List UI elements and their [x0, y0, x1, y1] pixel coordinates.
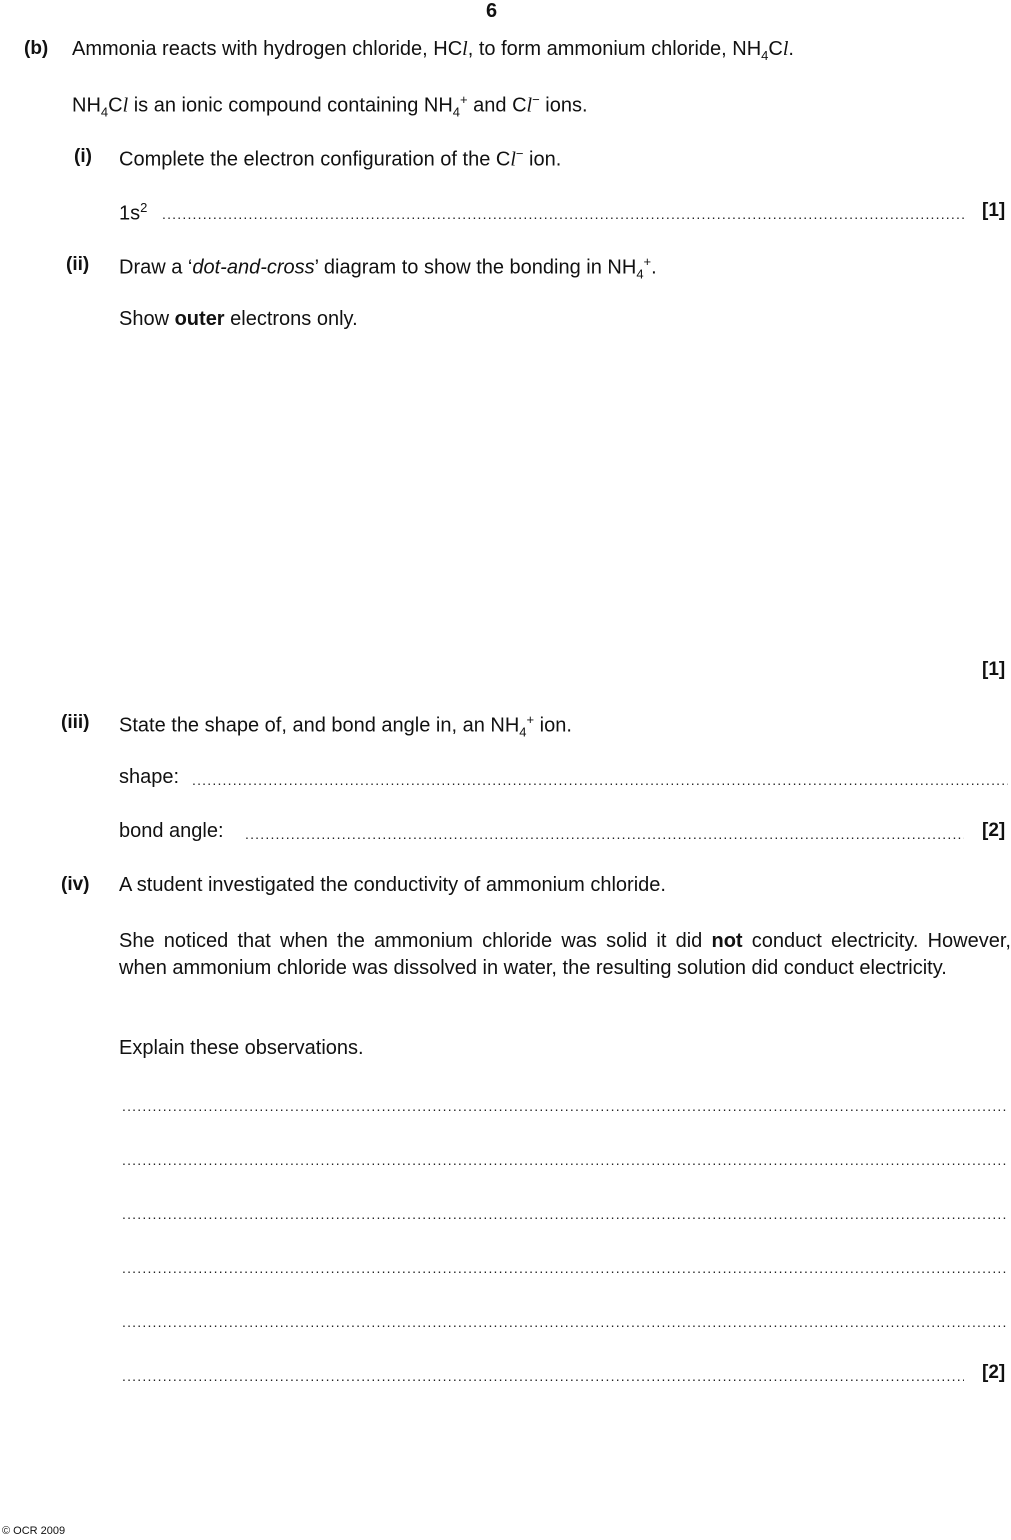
answer-line-4[interactable] [122, 1258, 1008, 1278]
part-i-label: (i) [74, 146, 92, 167]
part-b-label: (b) [24, 38, 49, 59]
shape-label: shape: [119, 766, 180, 788]
page-number: 6 [486, 0, 498, 22]
answer-line-2[interactable] [122, 1150, 1008, 1170]
part-iv-question: A student investigated the conductivity of ammonium chloride. [119, 874, 666, 896]
part-i-mark: [1] [982, 200, 1006, 221]
answer-line-5[interactable] [122, 1312, 1008, 1332]
answer-line-6[interactable] [122, 1366, 964, 1386]
part-ii-label: (ii) [66, 254, 90, 275]
part-ii-question: Draw a ‘dot-and-cross’ diagram to show the bonding in $NH_4^+$. [119, 254, 657, 282]
part-ii-instruction: Show outer electrons only. [119, 308, 358, 330]
part-iv-observation: She noticed that when the ammonium chloride was solid it did not conduct electricity. However, when ammonium chloride was dissolved in water, the resulting solution did conduct electricity. [119, 930, 1011, 979]
copyright-footer: © OCR 2009 [2, 1525, 66, 1537]
part-b-ionic-statement: $NH_4Cl$ is an ionic compound containing $NH_4^+$ and Cl− ions. [72, 92, 588, 120]
part-ii-mark: [1] [982, 659, 1006, 680]
bond-angle-label: bond angle: [119, 820, 224, 842]
bond-angle-answer-line[interactable] [245, 824, 964, 844]
drawing-area[interactable] [119, 345, 999, 645]
part-b-intro: Ammonia reacts with hydrogen chloride, HCl, to form ammonium chloride, $NH_4Cl$. [72, 38, 794, 63]
part-iii-label: (iii) [61, 712, 90, 733]
part-iv-mark: [2] [982, 1362, 1006, 1383]
part-iii-mark: [2] [982, 820, 1006, 841]
part-i-answer-prefix: $1s^2$ [119, 200, 148, 225]
answer-line-1[interactable] [122, 1096, 1008, 1116]
part-i-answer-line[interactable] [162, 204, 964, 224]
part-iv-label: (iv) [61, 874, 90, 895]
part-iii-question: State the shape of, and bond angle in, an $NH_4^+$ ion. [119, 712, 572, 740]
answer-line-3[interactable] [122, 1204, 1008, 1224]
shape-answer-line[interactable] [192, 770, 1008, 790]
part-i-question: Complete the electron configuration of the Cl− ion. [119, 146, 562, 171]
part-iv-explain-prompt: Explain these observations. [119, 1037, 364, 1059]
